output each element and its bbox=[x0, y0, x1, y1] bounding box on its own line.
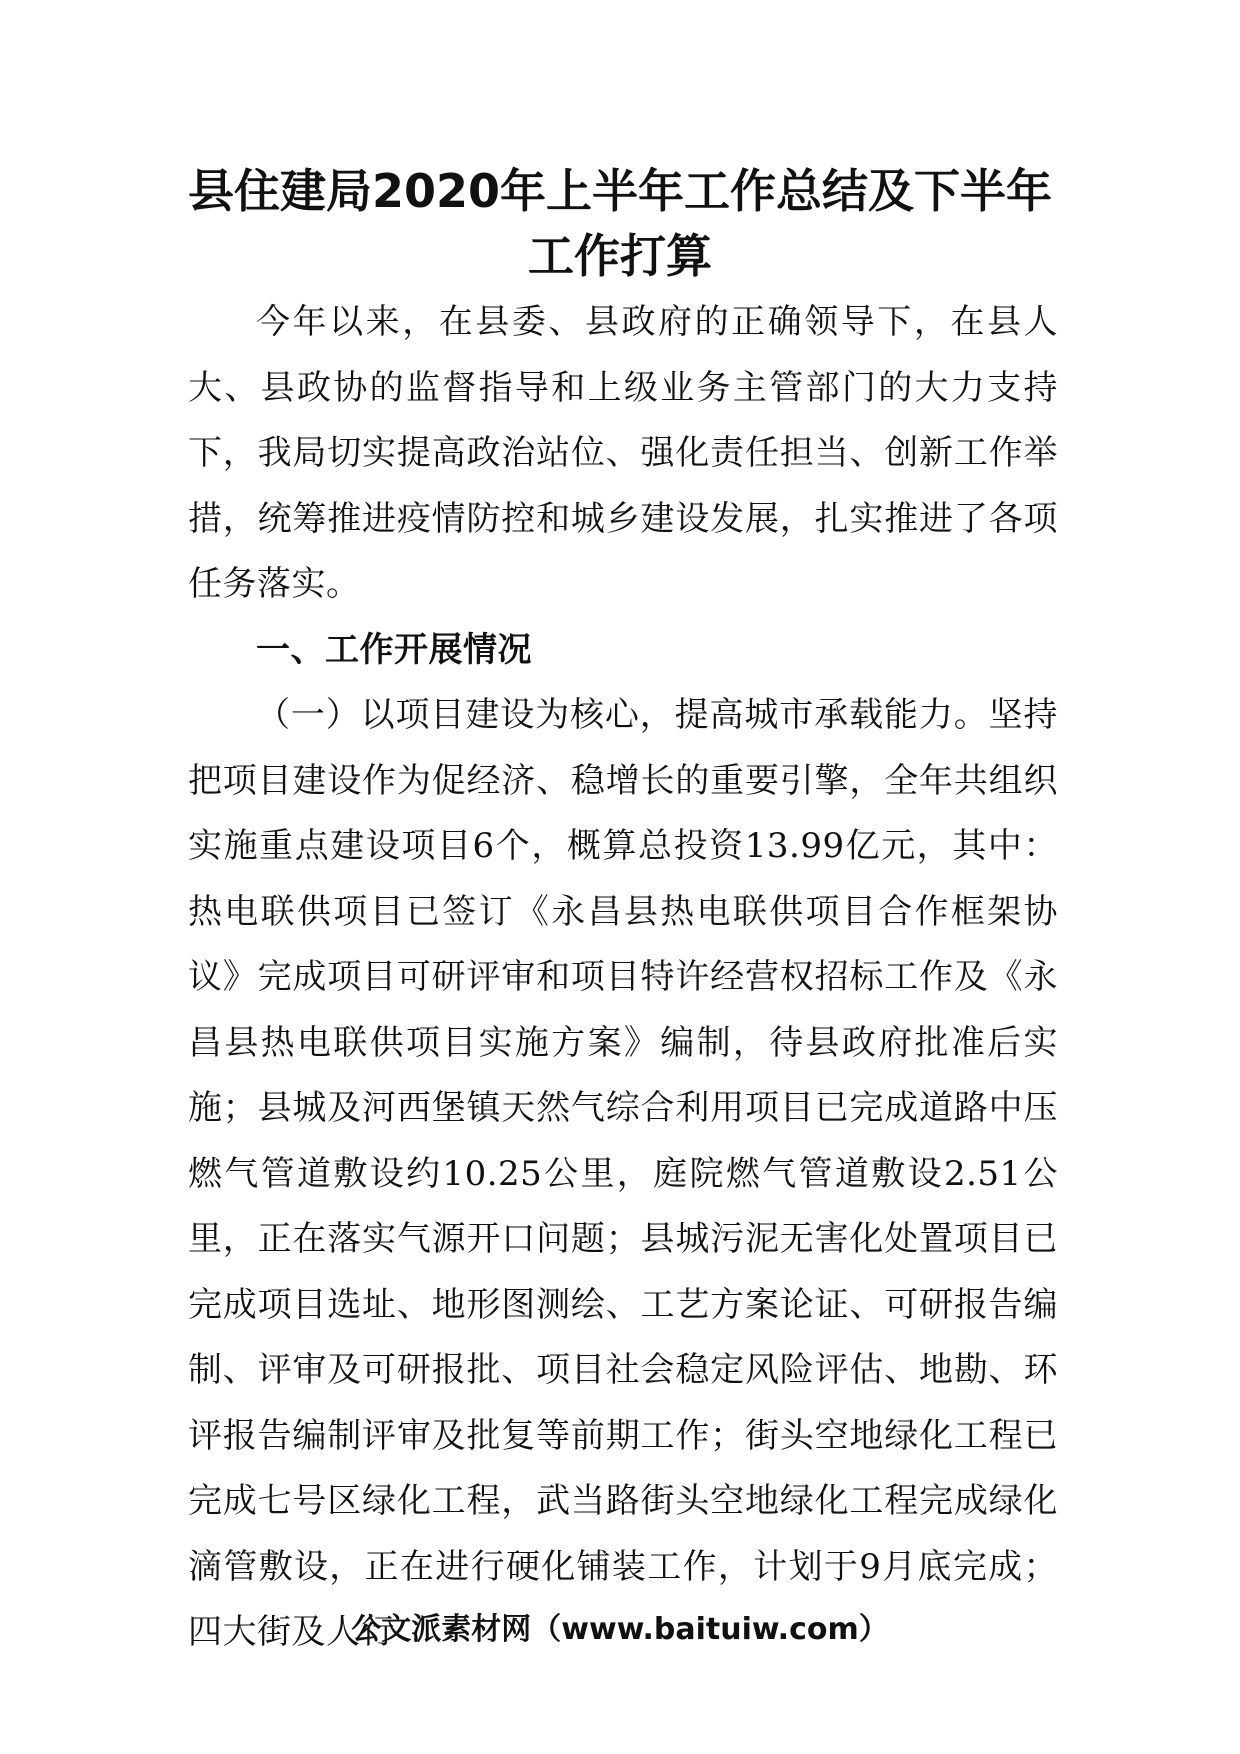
subsection-paragraph-1: （一）以项目建设为核心，提高城市承载能力。坚持把项目建设作为促经济、稳增长的重要引擎，全年共组织实施重点建设项目6个，概算总投资13.99亿元，其中：热电联供项目已签订《永昌县热电联供项目合作框架协议》完成项目可研评审和项目特许经营权招标工作及《永昌县热电联供项目实施方案》编制，待县政府批准后实施；县城及河西堡镇天然气综合利用项目已完成道路中压燃气管道敷设约10.25公里，庭院燃气管道敷设2.51公里，正在落实气源开口问题；县城污泥无害化处置项目已完成项目选址、地形图测绘、工艺方案论证、可研报告编制、评审及可研报批、项目社会稳定风险评估、地勘、环评报告编制评审及批复等前期工作；街头空地绿化工程已完成七号区绿化工程，武当路街头空地绿化工程完成绿化滴管敷设，正在进行硬化铺装工作，计划于9月底完成；四大街及人行 bbox=[188, 695, 1058, 1652]
document-title-line-1: 县住建局2020年上半年工作总结及下半年 bbox=[187, 164, 1053, 218]
footer-watermark: 公文派素材网（www.baituiw.com） bbox=[351, 1612, 889, 1647]
document-body bbox=[188, 290, 1058, 1666]
intro-paragraph: 今年以来，在县委、县政府的正确领导下，在县人大、县政协的监督指导和上级业务主管部门的大力支持下，我局切实提高政治站位、强化责任担当、创新工作举措，统筹推进疫情防控和城乡建设发展，扎实推进了各项任务落实。 bbox=[188, 302, 1058, 604]
section-heading-1: 一、工作开展情况 bbox=[256, 629, 532, 670]
document-title-line-2: 工作打算 bbox=[528, 229, 712, 283]
